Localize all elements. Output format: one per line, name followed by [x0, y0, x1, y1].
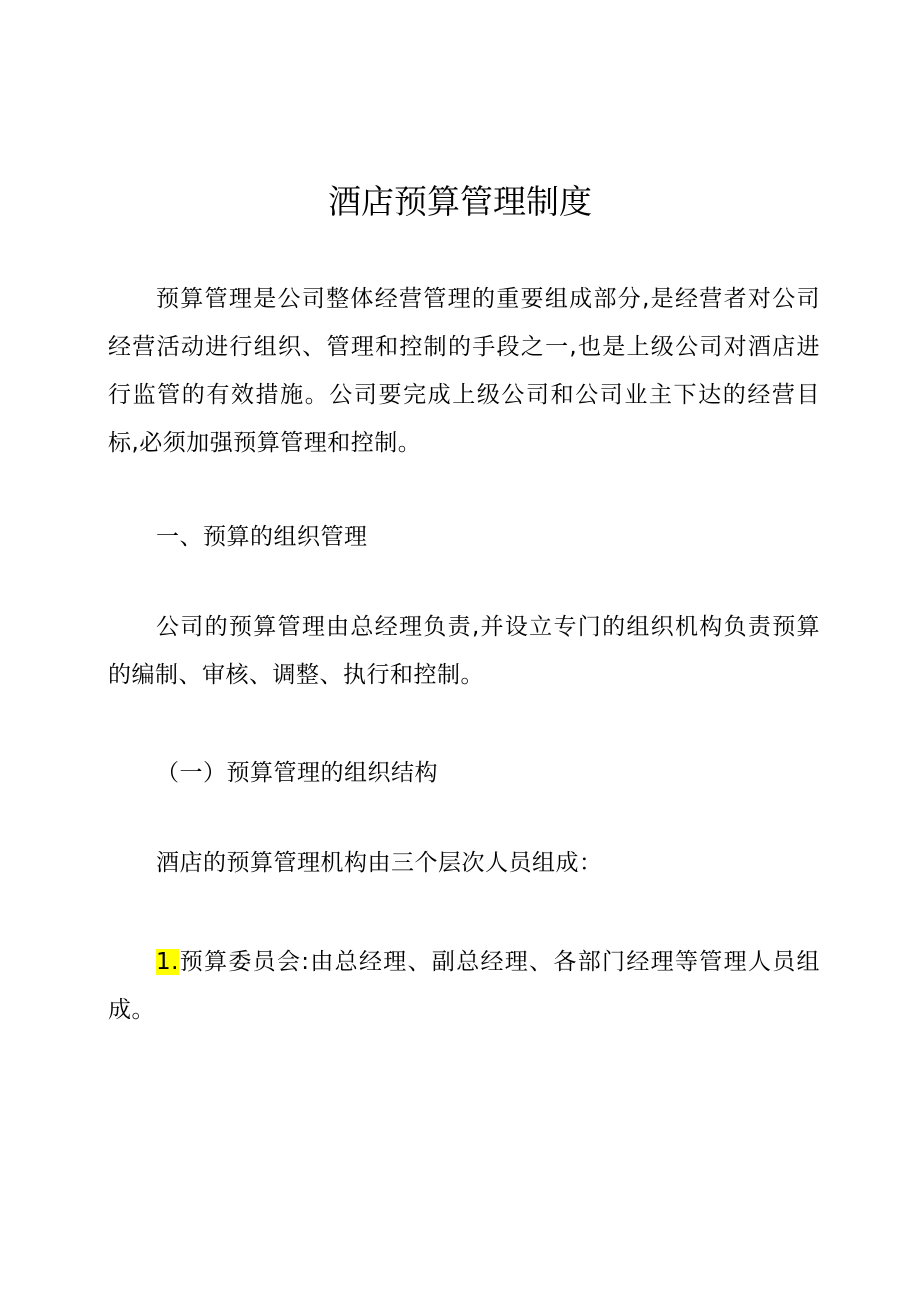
subsection-body-structure: 酒店的预算管理机构由三个层次人员组成： [156, 850, 603, 876]
list-item-text: 预算委员会:由总经理、副总经理、各部门经理等管理人员组成。 [108, 949, 820, 1023]
document-title: 酒店预算管理制度 [328, 182, 592, 221]
subsection-heading-structure: （一）预算管理的组织结构 [156, 760, 438, 786]
section-body-organization: 公司的预算管理由总经理负责,并设立专门的组织机构负责预算的编制、审核、调整、执行和控制。 [108, 614, 820, 688]
list-item-budget-committee [108, 938, 820, 1034]
intro-paragraph: 预算管理是公司整体经营管理的重要组成部分,是经营者对公司经营活动进行组织、管理和控制的手段之一,也是上级公司对酒店进行监管的有效措施。公司要完成上级公司和公司业主下达的经营目标,必须加强预算管理和控制。 [108, 286, 820, 456]
section-heading-organization: 一、预算的组织管理 [156, 524, 368, 550]
list-item-number-highlight: 1. [156, 949, 179, 975]
